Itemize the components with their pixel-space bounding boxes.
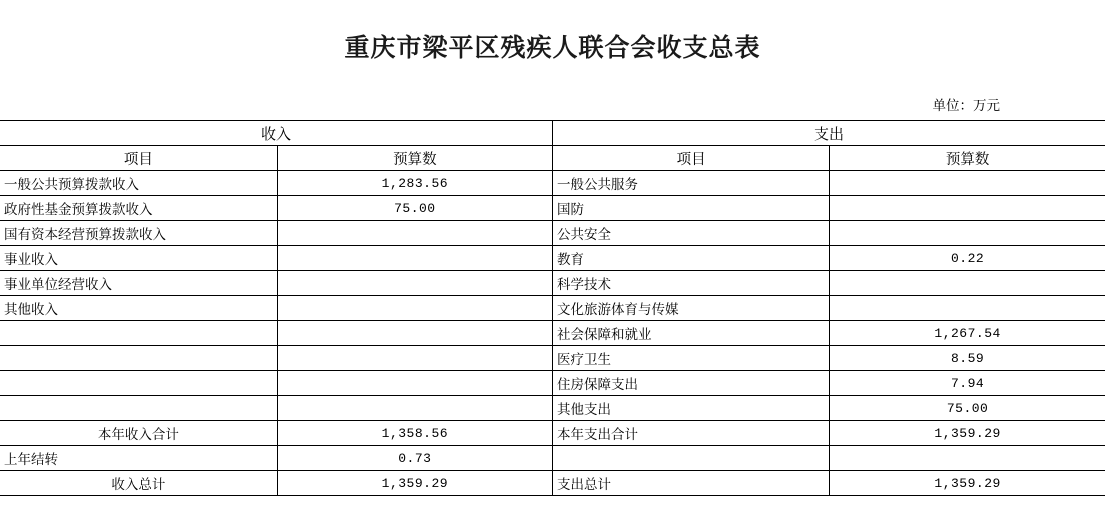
budget-table [0,120,1105,496]
expense-value [830,221,1105,246]
group-header-expense: 支出 [552,121,1105,146]
table-row [0,196,1105,221]
expense-grand-total-value: 1,359.29 [830,471,1105,496]
table-row [0,171,1105,196]
expense-blank-label [552,446,829,471]
column-header-expense-item: 项目 [552,146,829,171]
income-item [0,321,277,346]
income-item [0,371,277,396]
expense-item: 其他支出 [552,396,829,421]
income-value [277,271,552,296]
expense-item: 一般公共服务 [552,171,829,196]
expense-item: 医疗卫生 [552,346,829,371]
expense-value [830,271,1105,296]
expense-value: 7.94 [830,371,1105,396]
expense-value [830,171,1105,196]
income-value [277,296,552,321]
column-header-income-item: 项目 [0,146,277,171]
table-row [0,246,1105,271]
table-head [0,121,1105,171]
expense-item: 住房保障支出 [552,371,829,396]
column-header-row [0,146,1105,171]
expense-item: 社会保障和就业 [552,321,829,346]
income-value: 75.00 [277,196,552,221]
table-row [0,321,1105,346]
unit-note: 单位：万元 [932,98,1000,113]
income-item: 事业单位经营收入 [0,271,277,296]
income-item: 国有资本经营预算拨款收入 [0,221,277,246]
income-item: 一般公共预算拨款收入 [0,171,277,196]
expense-grand-total-label: 支出总计 [552,471,829,496]
income-item [0,346,277,371]
income-value [277,221,552,246]
income-value [277,346,552,371]
expense-total-label: 本年支出合计 [552,421,829,446]
income-value [277,246,552,271]
table-row [0,296,1105,321]
income-item: 事业收入 [0,246,277,271]
expense-value [830,196,1105,221]
summary-row [0,446,1105,471]
income-value [277,321,552,346]
table-row [0,371,1105,396]
column-header-expense-value: 预算数 [830,146,1105,171]
expense-value: 0.22 [830,246,1105,271]
expense-item: 文化旅游体育与传媒 [552,296,829,321]
income-grand-total-label: 收入总计 [0,471,277,496]
expense-item: 公共安全 [552,221,829,246]
column-header-income-value: 预算数 [277,146,552,171]
expense-value: 8.59 [830,346,1105,371]
income-grand-total-value: 1,359.29 [277,471,552,496]
expense-value: 75.00 [830,396,1105,421]
income-item [0,396,277,421]
table-row [0,221,1105,246]
page-title: 重庆市梁平区残疾人联合会收支总表 [344,35,761,62]
table-row [0,271,1105,296]
income-value: 1,283.56 [277,171,552,196]
group-header-income: 收入 [0,121,552,146]
expense-value: 1,267.54 [830,321,1105,346]
expense-item: 教育 [552,246,829,271]
expense-item: 科学技术 [552,271,829,296]
expense-item: 国防 [552,196,829,221]
summary-row [0,421,1105,446]
income-value [277,396,552,421]
income-total-label: 本年收入合计 [0,421,277,446]
group-header-row [0,121,1105,146]
income-item: 政府性基金预算拨款收入 [0,196,277,221]
income-item: 其他收入 [0,296,277,321]
income-total-value: 1,358.56 [277,421,552,446]
expense-blank-value [830,446,1105,471]
carryover-label: 上年结转 [0,446,277,471]
expense-total-value: 1,359.29 [830,421,1105,446]
table-row [0,346,1105,371]
table-body [0,171,1105,496]
summary-row [0,471,1105,496]
carryover-value: 0.73 [277,446,552,471]
income-value [277,371,552,396]
expense-value [830,296,1105,321]
table-row [0,396,1105,421]
